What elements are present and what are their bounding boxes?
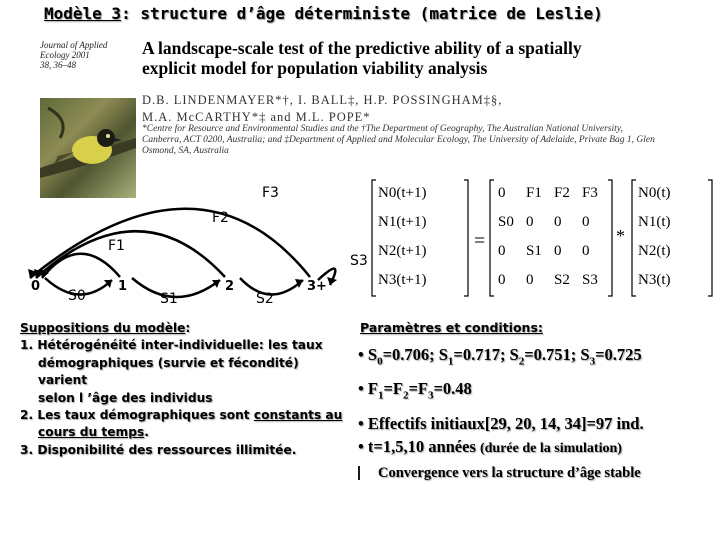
rhs-n0: N0(t) bbox=[638, 185, 671, 201]
matrix-cell: 0 bbox=[526, 272, 534, 288]
matrix-cell: 0 bbox=[498, 185, 506, 201]
parameters-heading: Paramètres et conditions: bbox=[360, 320, 543, 335]
rhs-n2: N2(t) bbox=[638, 243, 671, 259]
assumption-1: 1. Hétérogénéité inter-individuelle: les taux bbox=[20, 338, 323, 353]
journal-line: 38, 36–48 bbox=[40, 60, 76, 70]
convergence-note: Convergence vers la structure d’âge stable bbox=[358, 463, 720, 482]
matrix-cell: 0 bbox=[582, 243, 590, 259]
equals-sign: = bbox=[474, 230, 486, 252]
lhs-n0: N0(t+1) bbox=[378, 185, 427, 201]
rhs-n1: N1(t) bbox=[638, 214, 671, 230]
survival-s0-label: S0 bbox=[68, 288, 86, 304]
title-text: : structure d’âge déterministe (matrice de Leslie) bbox=[121, 4, 603, 23]
assumption-3: 3. Disponibilité des ressources illimitée. bbox=[20, 442, 297, 457]
journal-line: Ecology 2001 bbox=[40, 50, 90, 60]
paper-excerpt bbox=[40, 38, 655, 158]
survival-values: • $S_0=0.706$; $S_1=0.717$; $S_2=0.751$; $S_3=0.725$ bbox=[358, 345, 642, 368]
multiply-sign: * bbox=[616, 226, 625, 246]
fecundity-values: • $F_1=F_2=F_3=0.48$ bbox=[358, 379, 472, 402]
slide-title bbox=[44, 4, 684, 23]
matrix-cell: F2 bbox=[554, 185, 570, 201]
matrix-cell: S2 bbox=[554, 272, 570, 288]
matrix-cell: 0 bbox=[554, 243, 562, 259]
stage-1-label: 1 bbox=[118, 279, 128, 294]
title-model-number: Modèle 3 bbox=[44, 4, 122, 23]
simulation-duration: • t=1,5,10 années (durée de la simulation) bbox=[358, 436, 622, 456]
model-assumptions: Suppositions du modèle: 1. Hétérogénéité inter-individuelle: les taux démographiques (survie et fécondité) varient selon l ’âge des individus 2. Les taux démographiques sont constants au cours du temps. 3. Disponibilité des ressources illimitée. bbox=[20, 320, 350, 459]
fecundity-f3-label: F3 bbox=[262, 185, 279, 201]
lhs-n3: N3(t+1) bbox=[378, 272, 427, 288]
stage-0-label: 0 bbox=[31, 279, 41, 294]
matrix-cell: S1 bbox=[526, 243, 542, 259]
matrix-cell: 0 bbox=[554, 214, 562, 230]
assumptions-heading: Suppositions du modèle bbox=[20, 321, 186, 335]
journal-line: Journal of Applied bbox=[40, 40, 108, 50]
survival-s3-label: S3 bbox=[350, 253, 368, 269]
stage-3-label: 3+ bbox=[307, 279, 327, 294]
stage-2-label: 2 bbox=[225, 279, 235, 294]
matrix-entries bbox=[498, 185, 598, 288]
survival-s2-label: S2 bbox=[256, 291, 274, 307]
matrix-cell: S3 bbox=[582, 272, 598, 288]
lhs-n2: N2(t+1) bbox=[378, 243, 427, 259]
matrix-cell: F3 bbox=[582, 185, 598, 201]
paper-authors: D.B. LINDENMAYER*†, I. BALL‡, H.P. POSSINGHAM‡§, M.A. McCARTHY*‡ and M.L. POPE* bbox=[142, 93, 503, 124]
leslie-matrix-equation bbox=[368, 172, 720, 302]
parameters-and-conditions bbox=[358, 320, 720, 482]
matrix-cell: 0 bbox=[498, 272, 506, 288]
matrix-cell: 0 bbox=[498, 243, 506, 259]
matrix-cell: S0 bbox=[498, 214, 514, 230]
fecundity-f1-label: F1 bbox=[108, 238, 125, 254]
lhs-n1: N1(t+1) bbox=[378, 214, 427, 230]
matrix-cell: 0 bbox=[526, 214, 534, 230]
survival-s1-label: S1 bbox=[160, 291, 178, 307]
arrow-icon bbox=[358, 466, 370, 480]
life-cycle-diagram bbox=[0, 160, 400, 320]
fecundity-f2-label: F2 bbox=[212, 210, 229, 226]
paper-affiliation: *Centre for Resource and Environmental Studies and the †The Department of Geography, The Australian National University, Canberra, ACT 0200, Australia; and ‡Department of Applied and Molecular Ecology, The University of Adelaide, Private Bag 1, Glen Osmond, SA, Australia bbox=[142, 124, 655, 156]
initial-counts: • Effectifs initiaux[29, 20, 14, 34]=97 ind. bbox=[358, 413, 644, 433]
paper-title: A landscape-scale test of the predictive ability of a spatially explicit model for population viability analysis bbox=[142, 38, 582, 78]
assumption-2: 2. Les taux démographiques sont constants au bbox=[20, 408, 343, 423]
matrix-cell: F1 bbox=[526, 185, 542, 201]
journal-citation bbox=[40, 40, 107, 70]
matrix-cell: 0 bbox=[582, 214, 590, 230]
rhs-n3: N3(t) bbox=[638, 272, 671, 288]
